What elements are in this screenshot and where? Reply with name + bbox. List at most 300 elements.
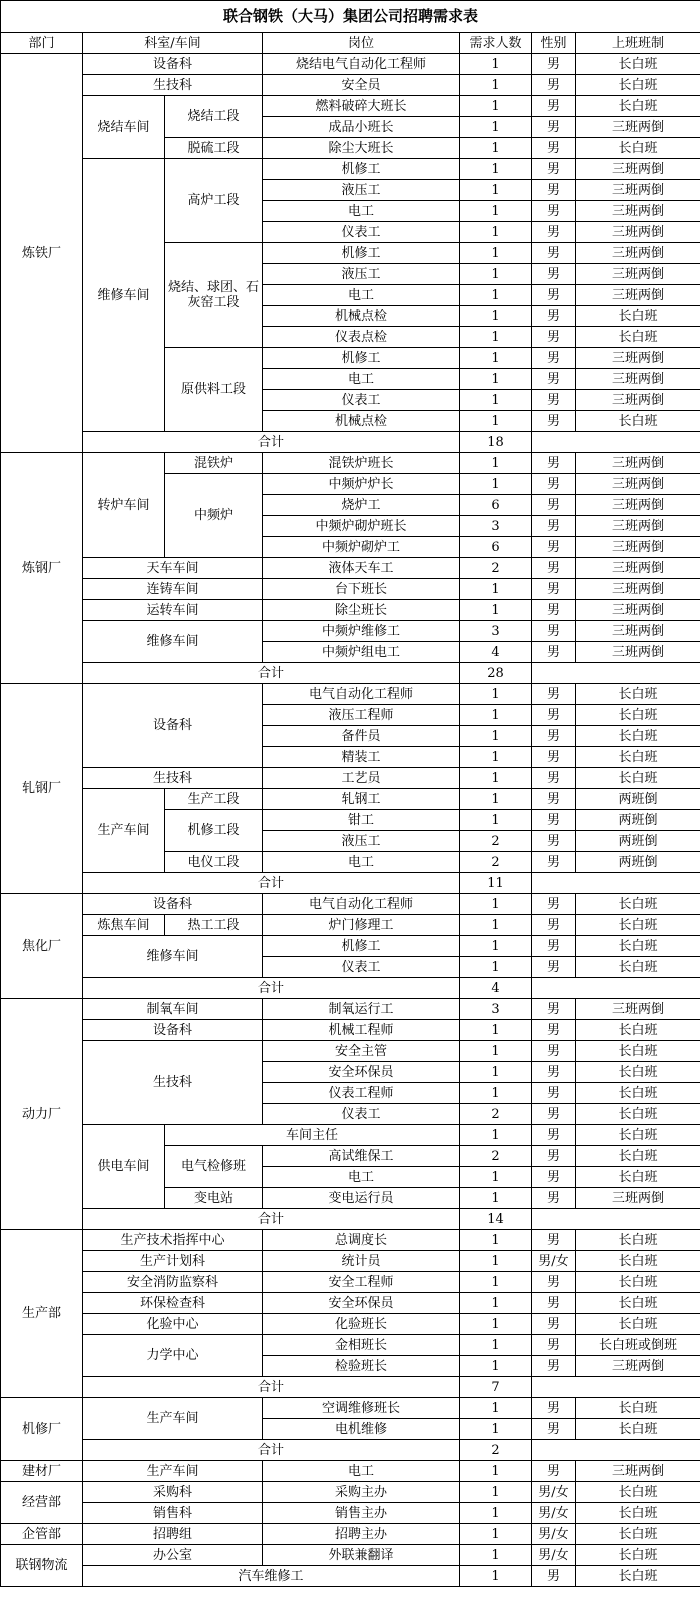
gender-cell: 男	[532, 558, 576, 579]
post-cell: 中频炉组电工	[263, 642, 460, 663]
post-cell: 成品小班长	[263, 117, 460, 138]
section-cell: 设备科	[83, 54, 263, 75]
count-cell: 3	[460, 999, 532, 1020]
count-cell: 1	[460, 1293, 532, 1314]
table-row	[1, 54, 700, 75]
post-cell: 液压工	[263, 264, 460, 285]
total-label: 合计	[83, 978, 460, 999]
gender-cell: 男	[532, 180, 576, 201]
department-cell: 动力厂	[1, 999, 83, 1230]
total-count: 18	[460, 432, 532, 453]
table-row	[1, 1251, 700, 1272]
section-cell: 炼焦车间	[83, 915, 165, 936]
section-cell: 生产车间	[83, 789, 165, 873]
post-cell: 电气自动化工程师	[263, 894, 460, 915]
subsection-cell: 烧结、球团、石灰窑工段	[165, 243, 263, 348]
shift-cell: 三班两倒	[576, 621, 700, 642]
gender-cell: 男/女	[532, 1251, 576, 1272]
count-cell: 1	[460, 684, 532, 705]
count-cell: 1	[460, 1167, 532, 1188]
shift-cell: 长白班	[576, 768, 700, 789]
department-cell: 企管部	[1, 1524, 83, 1545]
shift-cell: 长白班	[576, 915, 700, 936]
shift-cell: 长白班	[576, 957, 700, 978]
shift-cell: 三班两倒	[576, 348, 700, 369]
section-cell: 销售科	[83, 1503, 263, 1524]
subsection-cell: 电气检修班	[165, 1146, 263, 1188]
gender-cell: 男	[532, 306, 576, 327]
shift-cell: 三班两倒	[576, 474, 700, 495]
shift-cell: 三班两倒	[576, 222, 700, 243]
gender-cell: 男	[532, 894, 576, 915]
section-cell: 办公室	[83, 1545, 263, 1566]
post-cell: 仪表工	[263, 390, 460, 411]
shift-cell: 三班两倒	[576, 600, 700, 621]
post-cell: 安全主管	[263, 1041, 460, 1062]
header-section: 科室/车间	[83, 33, 263, 54]
count-cell: 1	[460, 789, 532, 810]
total-label: 合计	[83, 1440, 460, 1461]
post-cell: 制氧运行工	[263, 999, 460, 1020]
shift-cell: 长白班	[576, 1398, 700, 1419]
subsection-cell: 中频炉	[165, 474, 263, 558]
count-cell: 2	[460, 558, 532, 579]
gender-cell: 男	[532, 789, 576, 810]
count-cell: 1	[460, 1398, 532, 1419]
shift-cell: 长白班	[576, 1524, 700, 1545]
count-cell: 1	[460, 1188, 532, 1209]
section-cell: 维修车间	[83, 621, 263, 663]
section-cell: 制氧车间	[83, 999, 263, 1020]
post-cell: 电气自动化工程师	[263, 684, 460, 705]
gender-cell: 男	[532, 1566, 576, 1587]
department-cell: 焦化厂	[1, 894, 83, 999]
post-cell: 除尘班长	[263, 600, 460, 621]
count-cell: 3	[460, 516, 532, 537]
count-cell: 1	[460, 243, 532, 264]
total-label: 合计	[83, 1377, 460, 1398]
gender-cell: 男	[532, 327, 576, 348]
post-cell: 电工	[263, 852, 460, 873]
gender-cell: 男	[532, 852, 576, 873]
subsection-cell: 生产工段	[165, 789, 263, 810]
post-cell: 安全环保员	[263, 1062, 460, 1083]
gender-cell: 男	[532, 1167, 576, 1188]
count-cell: 1	[460, 222, 532, 243]
post-cell: 电工	[263, 201, 460, 222]
section-cell: 生产车间	[83, 1461, 263, 1482]
header-shift: 上班班制	[576, 33, 700, 54]
count-cell: 1	[460, 1020, 532, 1041]
shift-cell: 三班两倒	[576, 558, 700, 579]
shift-cell: 长白班	[576, 1272, 700, 1293]
count-cell: 1	[460, 369, 532, 390]
total-row	[1, 432, 700, 453]
post-cell: 汽车维修工	[83, 1566, 460, 1587]
shift-cell: 长白班或倒班	[576, 1335, 700, 1356]
shift-cell: 长白班	[576, 936, 700, 957]
shift-cell: 长白班	[576, 726, 700, 747]
gender-cell: 男	[532, 516, 576, 537]
gender-cell: 男/女	[532, 1503, 576, 1524]
table-row	[1, 621, 700, 642]
count-cell: 1	[460, 117, 532, 138]
table-row	[1, 999, 700, 1020]
shift-cell: 长白班	[576, 1125, 700, 1146]
post-cell: 仪表工程师	[263, 1083, 460, 1104]
shift-cell: 三班两倒	[576, 537, 700, 558]
shift-cell: 长白班	[576, 1566, 700, 1587]
count-cell: 6	[460, 495, 532, 516]
gender-cell: 男	[532, 1335, 576, 1356]
section-cell: 生技科	[83, 768, 263, 789]
gender-cell: 男	[532, 285, 576, 306]
post-cell: 中频炉砌炉工	[263, 537, 460, 558]
table-title: 联合钢铁（大马）集团公司招聘需求表	[1, 1, 700, 33]
gender-cell: 男	[532, 369, 576, 390]
count-cell: 1	[460, 348, 532, 369]
subsection-cell: 原供料工段	[165, 348, 263, 432]
gender-cell: 男	[532, 1398, 576, 1419]
gender-cell: 男	[532, 747, 576, 768]
section-cell: 招聘组	[83, 1524, 263, 1545]
shift-cell: 三班两倒	[576, 159, 700, 180]
count-cell: 1	[460, 306, 532, 327]
count-cell: 1	[460, 726, 532, 747]
gender-cell: 男	[532, 579, 576, 600]
section-cell: 设备科	[83, 1020, 263, 1041]
post-cell: 液压工	[263, 831, 460, 852]
total-count: 4	[460, 978, 532, 999]
gender-cell: 男	[532, 495, 576, 516]
shift-cell: 两班倒	[576, 852, 700, 873]
count-cell: 1	[460, 1062, 532, 1083]
count-cell: 1	[460, 453, 532, 474]
post-cell: 变电运行员	[263, 1188, 460, 1209]
gender-cell: 男	[532, 1272, 576, 1293]
gender-cell: 男	[532, 411, 576, 432]
count-cell: 1	[460, 1314, 532, 1335]
gender-cell: 男	[532, 936, 576, 957]
count-cell: 1	[460, 705, 532, 726]
total-blank	[532, 978, 700, 999]
gender-cell: 男	[532, 1083, 576, 1104]
gender-cell: 男	[532, 684, 576, 705]
gender-cell: 男	[532, 1020, 576, 1041]
total-count: 28	[460, 663, 532, 684]
count-cell: 1	[460, 747, 532, 768]
shift-cell: 三班两倒	[576, 390, 700, 411]
count-cell: 1	[460, 390, 532, 411]
shift-cell: 三班两倒	[576, 201, 700, 222]
table-row	[1, 1272, 700, 1293]
count-cell: 6	[460, 537, 532, 558]
shift-cell: 三班两倒	[576, 579, 700, 600]
post-cell: 中频炉砌炉班长	[263, 516, 460, 537]
post-cell: 外联兼翻译	[263, 1545, 460, 1566]
post-cell: 机修工	[263, 936, 460, 957]
post-cell: 备件员	[263, 726, 460, 747]
post-cell: 电工	[263, 1461, 460, 1482]
department-cell: 炼铁厂	[1, 54, 83, 453]
shift-cell: 长白班	[576, 1482, 700, 1503]
gender-cell: 男	[532, 390, 576, 411]
department-cell: 联钢物流	[1, 1545, 83, 1587]
table-row	[1, 768, 700, 789]
shift-cell: 三班两倒	[576, 495, 700, 516]
table-row	[1, 789, 700, 810]
count-cell: 1	[460, 1230, 532, 1251]
section-cell: 维修车间	[83, 936, 263, 978]
gender-cell: 男	[532, 831, 576, 852]
count-cell: 1	[460, 1272, 532, 1293]
header-count: 需求人数	[460, 33, 532, 54]
count-cell: 1	[460, 75, 532, 96]
gender-cell: 男	[532, 453, 576, 474]
gender-cell: 男	[532, 1356, 576, 1377]
section-cell: 转炉车间	[83, 453, 165, 558]
total-row	[1, 873, 700, 894]
section-cell: 力学中心	[83, 1335, 263, 1377]
section-cell: 采购科	[83, 1482, 263, 1503]
section-cell: 生产技术指挥中心	[83, 1230, 263, 1251]
gender-cell: 男	[532, 75, 576, 96]
count-cell: 1	[460, 957, 532, 978]
table-row	[1, 75, 700, 96]
gender-cell: 男	[532, 159, 576, 180]
total-label: 合计	[83, 1209, 460, 1230]
subsection-cell: 混铁炉	[165, 453, 263, 474]
post-cell: 炉门修理工	[263, 915, 460, 936]
section-cell: 安全消防监察科	[83, 1272, 263, 1293]
count-cell: 1	[460, 810, 532, 831]
gender-cell: 男	[532, 726, 576, 747]
gender-cell: 男	[532, 999, 576, 1020]
post-cell: 机修工	[263, 159, 460, 180]
count-cell: 1	[460, 1356, 532, 1377]
table-row	[1, 159, 700, 180]
post-cell: 销售主办	[263, 1503, 460, 1524]
post-cell: 机械工程师	[263, 1020, 460, 1041]
total-row	[1, 978, 700, 999]
gender-cell: 男	[532, 1041, 576, 1062]
count-cell: 3	[460, 621, 532, 642]
gender-cell: 男	[532, 264, 576, 285]
shift-cell: 三班两倒	[576, 117, 700, 138]
count-cell: 1	[460, 768, 532, 789]
gender-cell: 男	[532, 201, 576, 222]
shift-cell: 两班倒	[576, 810, 700, 831]
table-row	[1, 579, 700, 600]
count-cell: 1	[460, 600, 532, 621]
shift-cell: 三班两倒	[576, 180, 700, 201]
gender-cell: 男	[532, 600, 576, 621]
post-cell: 混铁炉班长	[263, 453, 460, 474]
count-cell: 1	[460, 894, 532, 915]
count-cell: 1	[460, 1419, 532, 1440]
count-cell: 2	[460, 1104, 532, 1125]
post-cell: 仪表工	[263, 957, 460, 978]
gender-cell: 男/女	[532, 1545, 576, 1566]
post-cell: 总调度长	[263, 1230, 460, 1251]
post-cell: 中频炉炉长	[263, 474, 460, 495]
total-count: 7	[460, 1377, 532, 1398]
post-cell: 液压工程师	[263, 705, 460, 726]
table-row	[1, 96, 700, 117]
post-cell: 工艺员	[263, 768, 460, 789]
department-cell: 建材厂	[1, 1461, 83, 1482]
gender-cell: 男	[532, 705, 576, 726]
total-label: 合计	[83, 873, 460, 894]
subsection-cell: 变电站	[165, 1188, 263, 1209]
gender-cell: 男/女	[532, 1482, 576, 1503]
count-cell: 1	[460, 936, 532, 957]
total-blank	[532, 1209, 700, 1230]
post-cell: 液压工	[263, 180, 460, 201]
total-count: 14	[460, 1209, 532, 1230]
shift-cell: 长白班	[576, 1419, 700, 1440]
total-row	[1, 1377, 700, 1398]
post-cell: 钳工	[263, 810, 460, 831]
department-cell: 轧钢厂	[1, 684, 83, 894]
post-cell: 安全环保员	[263, 1293, 460, 1314]
section-cell: 设备科	[83, 894, 263, 915]
gender-cell: 男	[532, 222, 576, 243]
gender-cell: 男	[532, 1419, 576, 1440]
post-cell: 烧结电气自动化工程师	[263, 54, 460, 75]
total-blank	[532, 873, 700, 894]
post-cell: 电机维修	[263, 1419, 460, 1440]
gender-cell: 男	[532, 642, 576, 663]
count-cell: 2	[460, 1146, 532, 1167]
section-cell: 连铸车间	[83, 579, 263, 600]
gender-cell: 男	[532, 138, 576, 159]
total-count: 11	[460, 873, 532, 894]
gender-cell: 男	[532, 1188, 576, 1209]
shift-cell: 长白班	[576, 894, 700, 915]
table-row	[1, 1398, 700, 1419]
total-blank	[532, 1440, 700, 1461]
shift-cell: 长白班	[576, 1545, 700, 1566]
count-cell: 1	[460, 1125, 532, 1146]
count-cell: 1	[460, 1545, 532, 1566]
section-cell: 生产计划科	[83, 1251, 263, 1272]
total-row	[1, 663, 700, 684]
count-cell: 1	[460, 138, 532, 159]
department-cell: 经营部	[1, 1482, 83, 1524]
count-cell: 1	[460, 201, 532, 222]
total-label: 合计	[83, 663, 460, 684]
gender-cell: 男	[532, 1125, 576, 1146]
table-row	[1, 1335, 700, 1356]
count-cell: 1	[460, 411, 532, 432]
gender-cell: 男	[532, 1293, 576, 1314]
post-cell: 统计员	[263, 1251, 460, 1272]
section-cell: 生技科	[83, 75, 263, 96]
count-cell: 1	[460, 915, 532, 936]
post-cell: 液体天车工	[263, 558, 460, 579]
header-post: 岗位	[263, 33, 460, 54]
table-row	[1, 684, 700, 705]
table-row	[1, 1041, 700, 1062]
subsection-cell: 热工工段	[165, 915, 263, 936]
gender-cell: 男	[532, 1230, 576, 1251]
section-cell: 天车车间	[83, 558, 263, 579]
table-row	[1, 894, 700, 915]
count-cell: 1	[460, 159, 532, 180]
count-cell: 1	[460, 1461, 532, 1482]
shift-cell: 长白班	[576, 1104, 700, 1125]
shift-cell: 长白班	[576, 747, 700, 768]
count-cell: 1	[460, 54, 532, 75]
shift-cell: 长白班	[576, 327, 700, 348]
table-row	[1, 1314, 700, 1335]
gender-cell: 男	[532, 621, 576, 642]
shift-cell: 两班倒	[576, 831, 700, 852]
department-cell: 炼钢厂	[1, 453, 83, 684]
count-cell: 1	[460, 1083, 532, 1104]
count-cell: 1	[460, 1482, 532, 1503]
section-cell: 维修车间	[83, 159, 165, 432]
count-cell: 1	[460, 180, 532, 201]
table-row	[1, 1020, 700, 1041]
table-row	[1, 1503, 700, 1524]
section-cell: 生产车间	[83, 1398, 263, 1440]
shift-cell: 长白班	[576, 96, 700, 117]
shift-cell: 长白班	[576, 684, 700, 705]
shift-cell: 三班两倒	[576, 1188, 700, 1209]
gender-cell: 男	[532, 957, 576, 978]
gender-cell: 男	[532, 1314, 576, 1335]
section-cell: 生技科	[83, 1041, 263, 1125]
post-cell: 烧炉工	[263, 495, 460, 516]
count-cell: 1	[460, 1524, 532, 1545]
shift-cell: 长白班	[576, 1167, 700, 1188]
shift-cell: 三班两倒	[576, 516, 700, 537]
shift-cell: 三班两倒	[576, 285, 700, 306]
total-label: 合计	[83, 432, 460, 453]
table-row	[1, 1230, 700, 1251]
post-cell: 仪表工	[263, 222, 460, 243]
shift-cell: 长白班	[576, 1146, 700, 1167]
shift-cell: 长白班	[576, 1041, 700, 1062]
shift-cell: 三班两倒	[576, 453, 700, 474]
subsection-cell: 电仪工段	[165, 852, 263, 873]
count-cell: 1	[460, 285, 532, 306]
shift-cell: 长白班	[576, 705, 700, 726]
post-cell: 仪表工	[263, 1104, 460, 1125]
post-cell: 精装工	[263, 747, 460, 768]
subsection-cell: 高炉工段	[165, 159, 263, 243]
post-cell: 电工	[263, 369, 460, 390]
gender-cell: 男	[532, 54, 576, 75]
count-cell: 2	[460, 852, 532, 873]
table-row	[1, 558, 700, 579]
gender-cell: 男	[532, 348, 576, 369]
post-cell: 电工	[263, 1167, 460, 1188]
table-row	[1, 1566, 700, 1587]
gender-cell: 男	[532, 1104, 576, 1125]
shift-cell: 长白班	[576, 1314, 700, 1335]
count-cell: 1	[460, 579, 532, 600]
section-cell: 设备科	[83, 684, 263, 768]
shift-cell: 长白班	[576, 1062, 700, 1083]
count-cell: 2	[460, 831, 532, 852]
shift-cell: 三班两倒	[576, 642, 700, 663]
table-row	[1, 915, 700, 936]
total-row	[1, 1209, 700, 1230]
count-cell: 1	[460, 264, 532, 285]
